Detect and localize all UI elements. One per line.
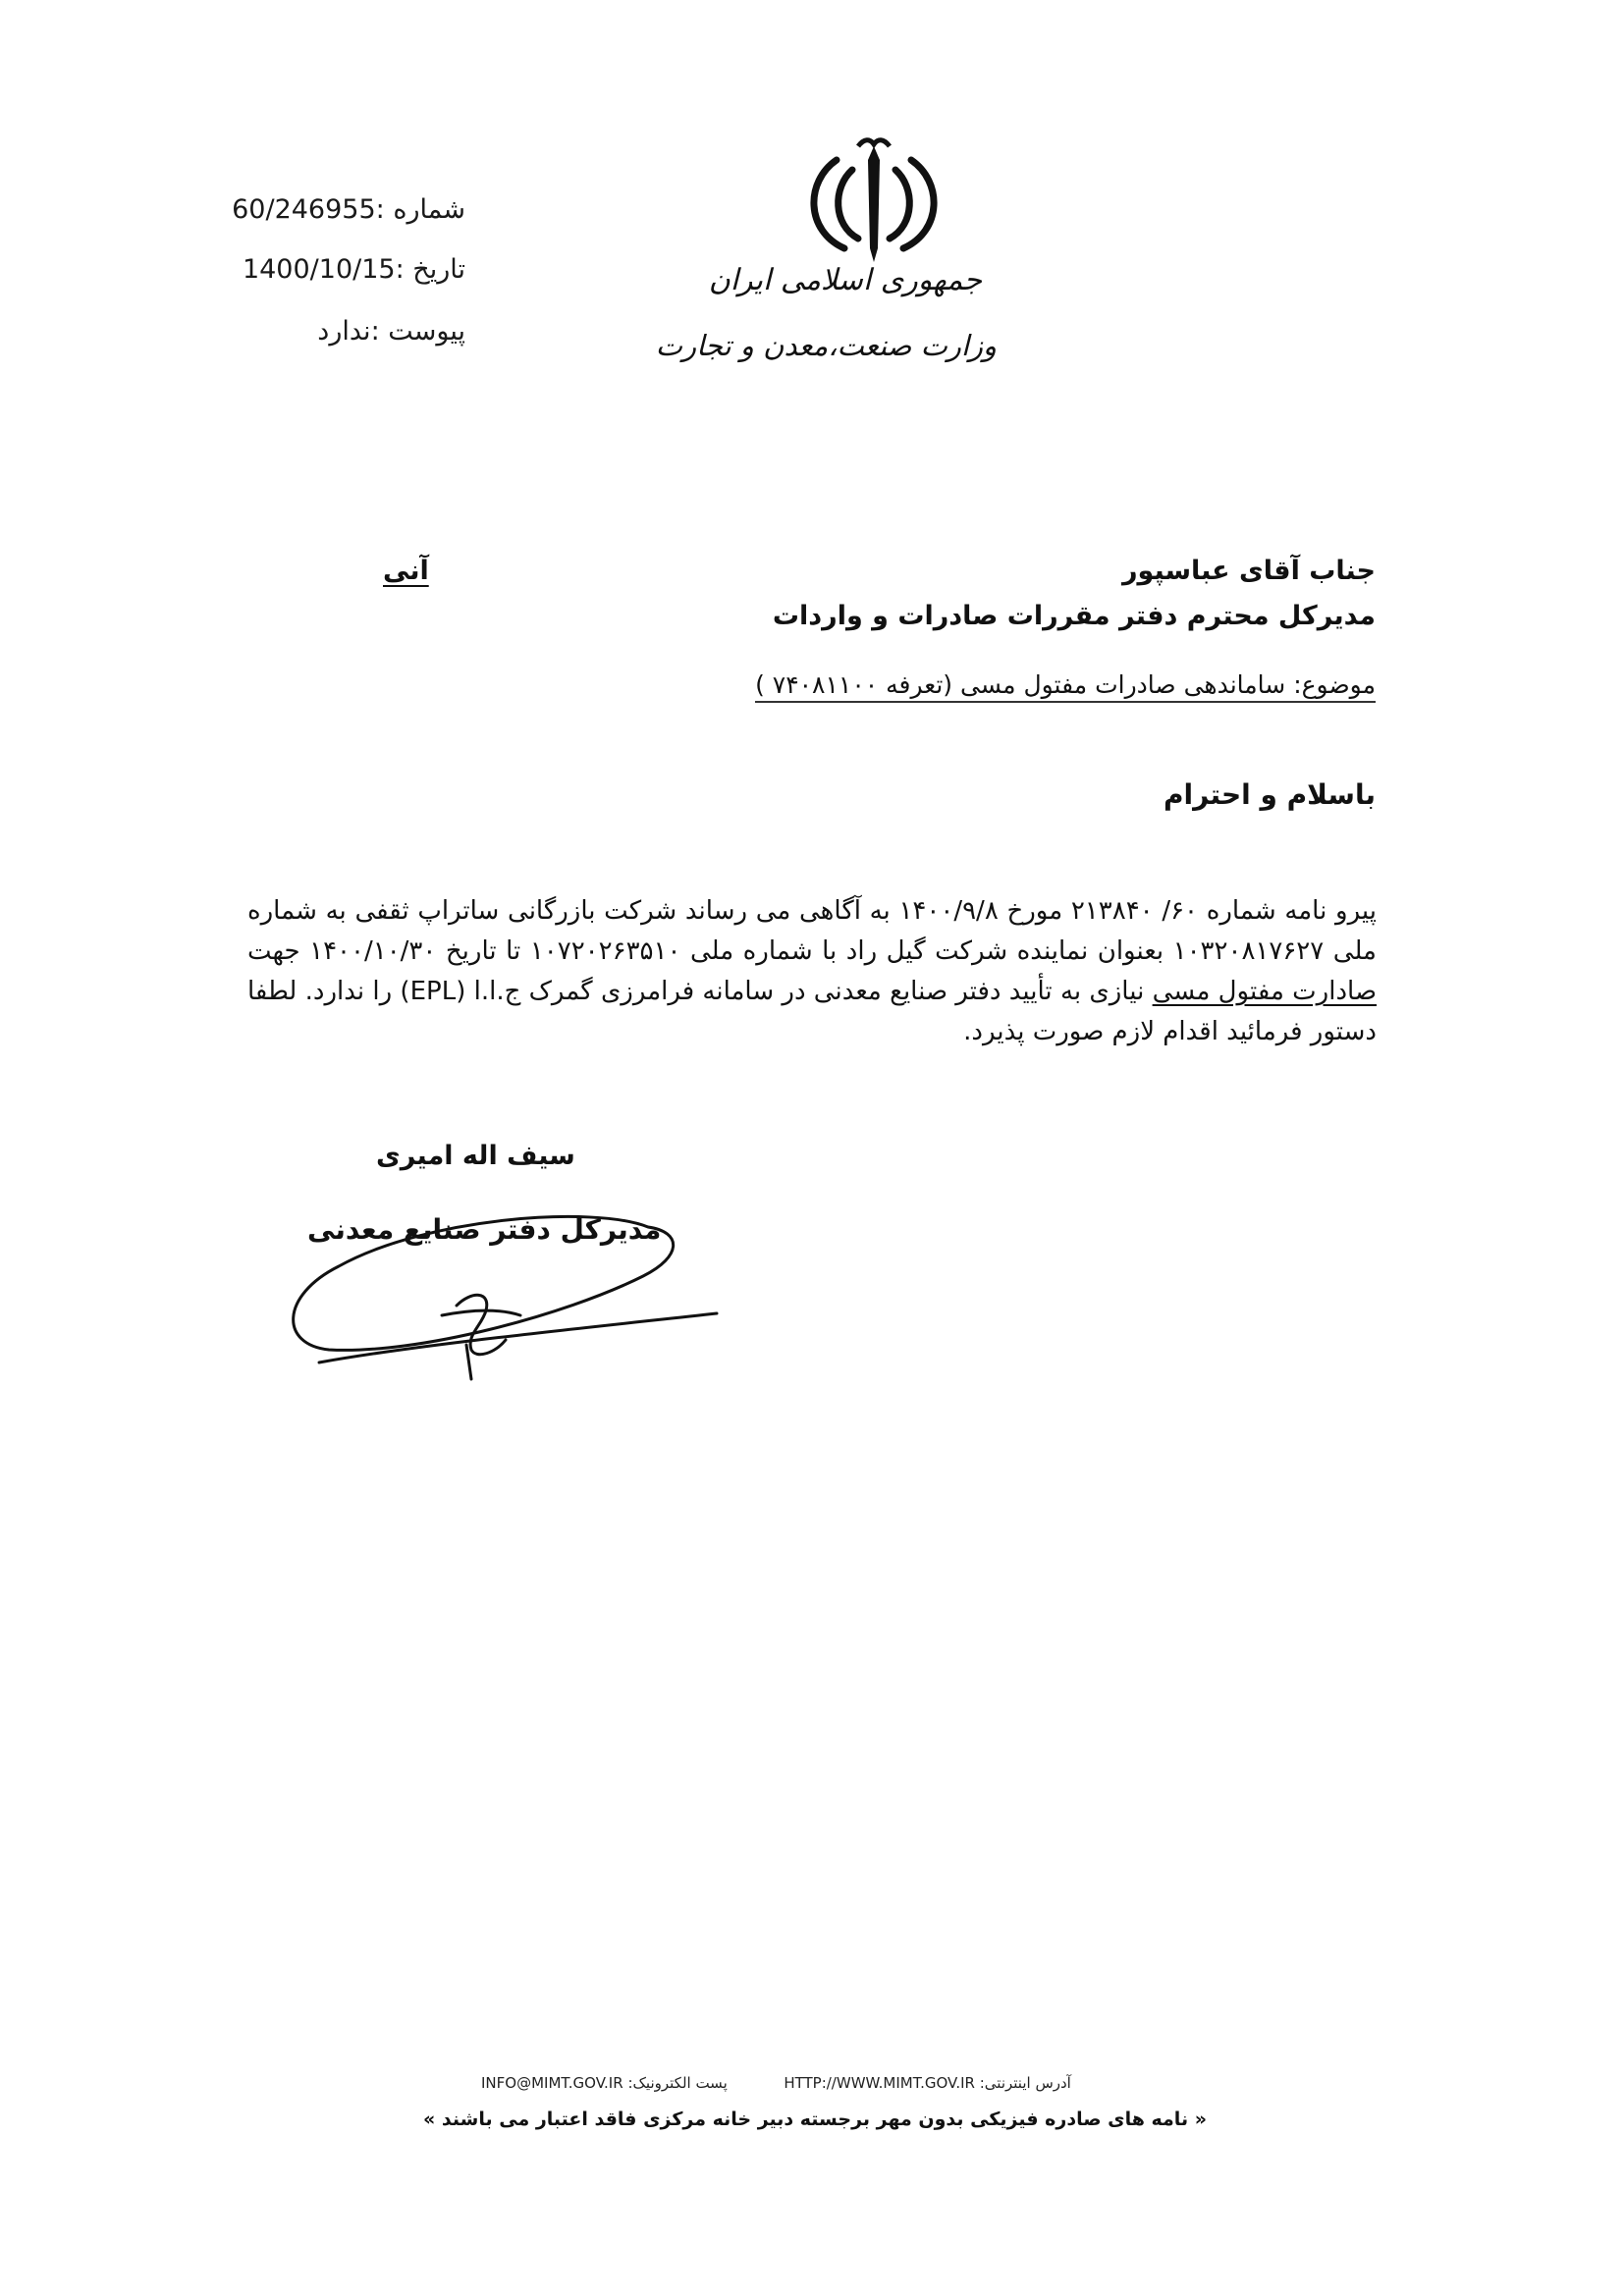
footer-note: « نامه های صادره فیزیکی بدون مهر برجسته دبیر خانه مرکزی فاقد اعتبار می باشند »	[423, 2109, 1207, 2130]
body-paragraph	[247, 891, 1377, 1052]
addressee-name: جناب آقای عباسپور	[1121, 556, 1376, 586]
letter-number-label: شماره	[393, 194, 465, 225]
subject-line	[755, 670, 1376, 703]
subject-label: موضوع:	[1293, 670, 1376, 699]
letter-number: شماره :60/246955	[232, 194, 465, 225]
handwritten-signature	[270, 1198, 722, 1394]
footer-contact	[481, 2074, 1071, 2092]
greeting: باسلام و احترام	[1164, 778, 1376, 811]
footer-email-value: INFO@MIMT.GOV.IR	[481, 2074, 623, 2092]
addressee-title: مدیرکل محترم دفتر مقررات صادرات و واردات	[772, 601, 1376, 631]
letter-attachment: پیوست :ندارد	[317, 316, 465, 347]
letterhead-country: جمهوری اسلامی ایران	[708, 263, 982, 297]
iran-emblem-icon	[776, 133, 972, 270]
footer-email-label: پست الکترونیک:	[627, 2074, 728, 2092]
letter-attachment-label: پیوست	[388, 316, 465, 347]
priority-badge: آنی	[383, 556, 429, 586]
subject-text: ساماندهی صادرات مفتول مسی (تعرفه ۷۴۰۸۱۱۰۰ )	[755, 670, 1286, 699]
body-text-part2: نیازی به تأیید دفتر صنایع معدنی در سامانه فرامرزی گمرک ج.ا.ا (EPL) را ندارد. لطفا دستور فرمائید اقدام لازم صورت پذیرد.	[247, 977, 1377, 1046]
footer-web-value: HTTP://WWW.MIMT.GOV.IR	[784, 2074, 975, 2092]
letter-date: تاریخ :1400/10/15	[242, 254, 465, 285]
letter-date-value: 1400/10/15	[242, 254, 396, 285]
footer-web-label: آدرس اینترنتی:	[979, 2074, 1071, 2092]
letter-attachment-value: ندارد	[317, 316, 371, 347]
signer-title: مدیرکل دفتر صنایع معدنی	[307, 1213, 662, 1246]
letterhead-ministry: وزارت صنعت،معدن و تجارت	[655, 329, 997, 362]
body-text-part1: پیرو نامه شماره ۶۰/ ۲۱۳۸۴۰ مورخ ۱۴۰۰/۹/۸ به آگاهی می رساند شرکت بازرگانی ساتراپ ثقفی به شماره ملی ۱۰۳۲۰۸۱۷۶۲۷ بعنوان نماینده شرکت گیل راد با شماره ملی ۱۰۷۲۰۲۶۳۵۱۰ تا تاریخ ۱۴۰۰/۱۰/۳۰ جهت	[247, 896, 1378, 966]
letter-date-label: تاریخ	[412, 254, 465, 285]
letter-number-value: 60/246955	[232, 194, 376, 225]
body-text-underlined: صادارت مفتول مسی	[1152, 977, 1378, 1006]
signer-name: سیف اله امیری	[376, 1141, 575, 1171]
